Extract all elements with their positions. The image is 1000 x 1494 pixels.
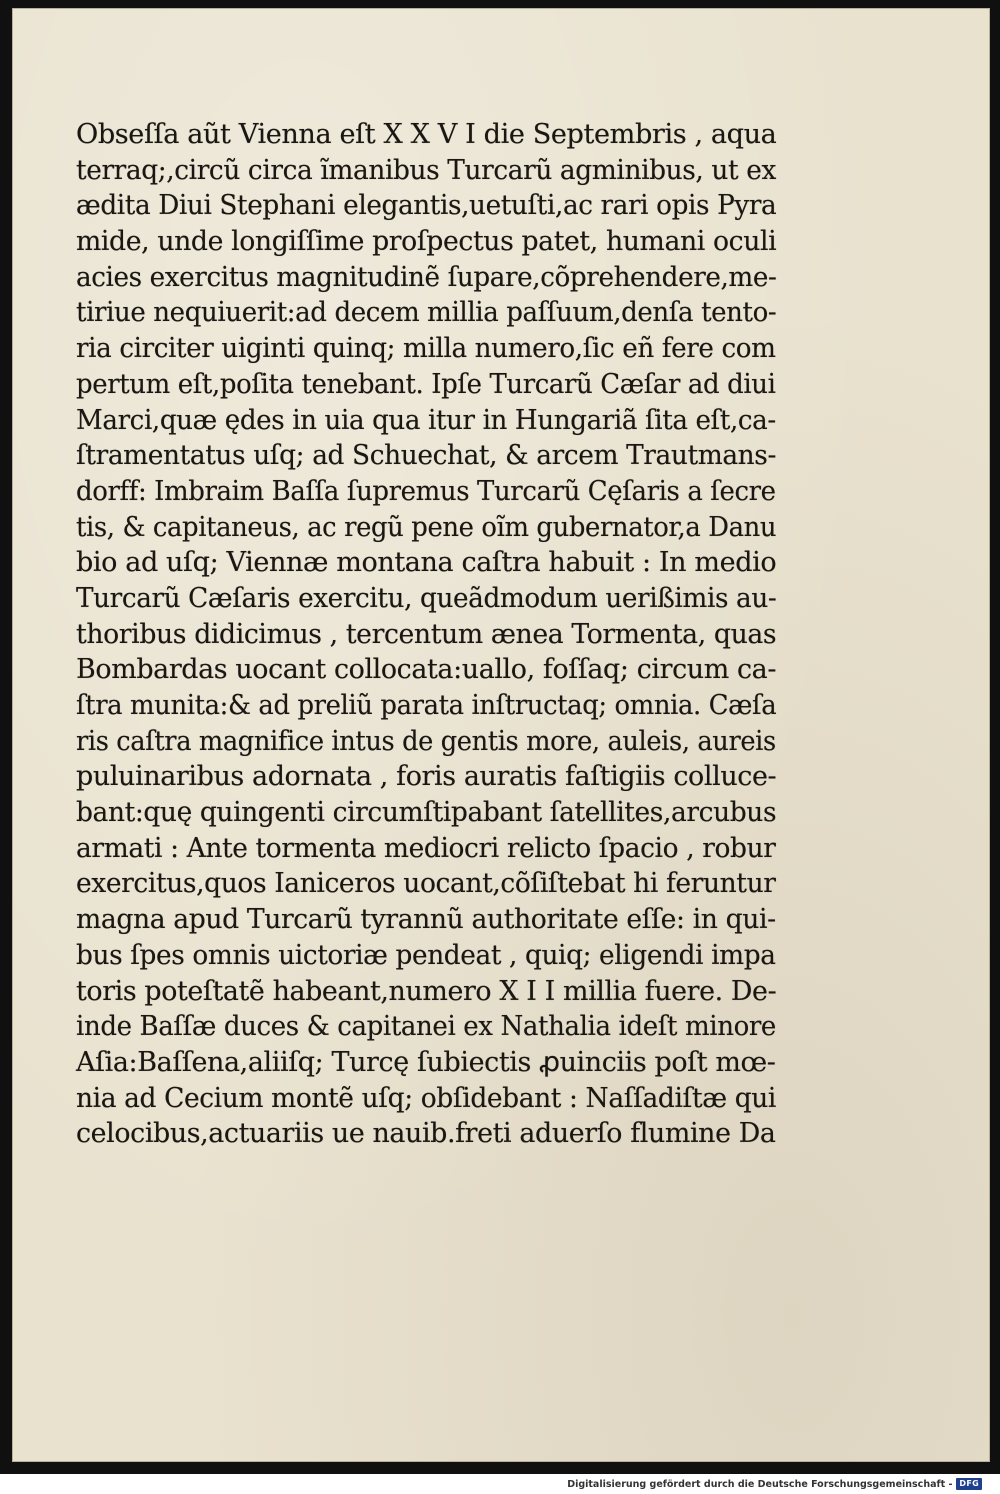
text-line: nia ad Cecium montẽ uſq; obſidebant : Naſſadiſtæ qui [76, 1082, 776, 1114]
text-line: toris poteſtatẽ habeant,numero X I I millia fuere. De- [76, 975, 777, 1007]
text-line: bus ſpes omnis uictoriæ pendeat , quiq; eligendi impa [76, 939, 776, 971]
text-line: ſtramentatus uſq; ad Schuechat, & arcem Trautmans- [76, 440, 776, 472]
text-block [76, 117, 776, 1152]
book-page [12, 8, 990, 1462]
text-line: bio ad uſq; Viennæ montana caſtra habuit : In medio [76, 547, 777, 579]
text-line: bant:quę quingenti circumſtipabant ſatellites,arcubus [76, 797, 777, 829]
text-line: Marci,quæ ędes in uia qua itur in Hungariã ſita eſt,ca- [76, 404, 776, 436]
text-line: thoribus didicimus , tercentum ænea Tormenta, quas [76, 618, 777, 650]
text-line: terraq;,circũ circa ĩmanibus Turcarũ agminibus, ut ex [76, 154, 776, 186]
text-line: Bombardas uocant collocata:uallo, foſſaq; circum ca- [76, 654, 777, 686]
text-line: armati : Ante tormenta mediocri relicto ſpacio , robur [76, 832, 776, 864]
text-line: celocibus,actuariis ue nauib.freti aduerſo flumine Da [76, 1118, 776, 1150]
dfg-logo: DFG [956, 1478, 982, 1490]
text-line: inde Baſſæ duces & capitanei ex Nathalia ideſt minore [76, 1011, 776, 1043]
text-line: exercitus,quos Ianiceros uocant,cõſiſtebat hi feruntur [76, 868, 776, 900]
text-line: ria circiter uiginti quinq; milla numero,ſic eñ fere com [76, 333, 776, 365]
text-line: Aſia:Baſſena,aliiſq; Turcę ſubiectis ꝓuinciis poſt mœ- [76, 1046, 776, 1078]
text-line: tis, & capitaneus, ac regũ pene oĩm gubernator,a Danu [76, 511, 777, 543]
text-line: mide, unde longiſſime proſpectus patet, humani oculi [76, 226, 777, 258]
digitization-credit: Digitalisierung gefördert durch die Deutsche Forschungsgemeinschaft - [567, 1478, 953, 1490]
text-line: Turcarũ Cæſaris exercitu, queãdmodum uerißimis au- [76, 582, 777, 614]
footer [567, 1476, 982, 1492]
text-line: acies exercitus magnitudinẽ ſupare,cõprehendere,me- [76, 261, 777, 293]
text-line: ris caſtra magnifice intus de gentis more, auleis, aureis [76, 725, 776, 757]
text-line: tiriue nequiuerit:ad decem millia paſſuum,denſa tento- [76, 297, 777, 329]
text-line: ædita Diui Stephani elegantis,uetuſti,ac rari opis Pyra [76, 190, 777, 222]
text-line: puluinaribus adornata , foris auratis faſtigiis colluce- [76, 761, 777, 793]
text-line: magna apud Turcarũ tyrannũ authoritate eſſe: in qui- [76, 904, 776, 936]
text-line: pertum eſt,poſita tenebant. Ipſe Turcarũ Cæſar ad diui [76, 368, 776, 400]
text-line: Obseſſa aũt Vienna eſt X X V I die Septembris , aqua [76, 119, 777, 150]
text-line: ſtra munita:& ad preliũ parata inſtructaq; omnia. Cæſa [76, 690, 777, 721]
text-line: dorff: Imbraim Baſſa ſupremus Turcarũ Cęſaris a ſecre [76, 475, 776, 507]
